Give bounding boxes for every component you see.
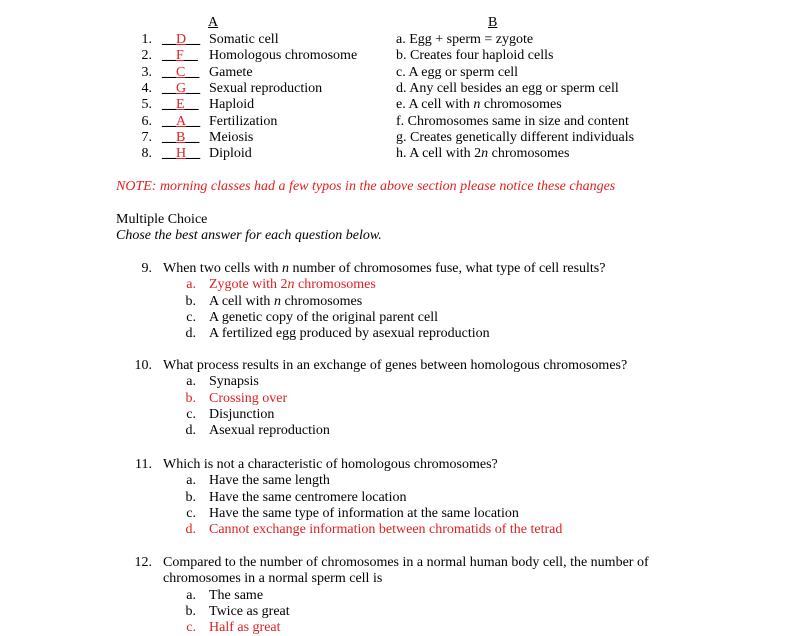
option-text: The same (209, 587, 264, 603)
matching-number: 5. (141, 97, 152, 113)
mc-instructions: Chose the best answer for each question below. (116, 228, 382, 243)
option-letter: b. (185, 390, 196, 406)
matching-answer-blank: __D__ (162, 32, 201, 47)
option-letter: d. (185, 423, 196, 439)
option-letter: a. (186, 473, 196, 489)
option-letter: c. (186, 309, 196, 325)
matching-number: 7. (141, 129, 152, 145)
matching-answer-blank: __G__ (162, 80, 201, 96)
typo-note: NOTE: morning classes had a few typos in the above section please notice these changes (116, 179, 616, 194)
matching-definition: c. A egg or sperm cell (396, 64, 519, 80)
matching-number: 1. (141, 32, 152, 47)
matching-definition: b. Creates four haploid cells (396, 48, 554, 64)
matching-definition: g. Creates genetically different individuals (396, 129, 635, 145)
question-text: What process results in an exchange of genes between homologous chromosomes? (163, 358, 628, 373)
option-letter: a. (186, 374, 196, 390)
option-letter: d. (185, 326, 196, 342)
matching-term: Haploid (209, 97, 255, 113)
matching-number: 3. (141, 64, 152, 80)
option-text: A cell with n chromosomes (209, 293, 363, 309)
option-letter: a. (186, 587, 196, 603)
matching-answer-blank: __B__ (162, 129, 200, 145)
option-text: A fertilized egg produced by asexual reproduction (209, 326, 490, 342)
question-number: 11. (135, 457, 152, 472)
option-text: Synapsis (209, 374, 259, 390)
option-letter: c. (186, 505, 196, 521)
matching-answer-blank: __A__ (162, 113, 201, 129)
matching-answer: E (176, 97, 185, 113)
matching-definition: a. Egg + sperm = zygote (396, 32, 534, 47)
matching-term: Diploid (209, 146, 252, 162)
option-text-correct: Crossing over (209, 390, 288, 406)
matching-answer: B (176, 129, 186, 145)
option-text: A genetic copy of the original parent cell (209, 309, 438, 325)
question-text: Which is not a characteristic of homologous chromosomes? (163, 457, 498, 472)
option-letter: c. (186, 406, 196, 422)
matching-number: 4. (141, 80, 152, 96)
option-letter: b. (185, 293, 196, 309)
option-text-correct: Half as great (209, 620, 281, 636)
option-letter: d. (185, 522, 196, 538)
matching-number: 6. (141, 113, 152, 129)
option-text: Have the same type of information at the same location (209, 505, 519, 521)
question-number: 9. (141, 261, 152, 276)
matching-definition: f. Chromosomes same in size and content (396, 113, 629, 129)
matching-number: 8. (141, 146, 152, 162)
option-text-correct: Zygote with 2n chromosomes (209, 277, 376, 293)
matching-definition: d. Any cell besides an egg or sperm cell (396, 80, 619, 96)
option-letter: c. (186, 620, 196, 636)
matching-answer-blank: __H__ (162, 146, 201, 162)
matching-answer: F (176, 48, 184, 64)
matching-term: Sexual reproduction (209, 80, 323, 96)
question-text: Compared to the number of chromosomes in a normal human body cell, the number of (163, 555, 649, 570)
option-text: Disjunction (209, 406, 275, 422)
matching-answer: G (176, 80, 187, 96)
matching-answer-blank: __E__ (162, 97, 199, 113)
matching-term: Meiosis (209, 129, 254, 145)
matching-answer: A (176, 113, 187, 129)
question-text: When two cells with n number of chromosomes fuse, what type of cell results? (163, 261, 606, 276)
option-text: Asexual reproduction (209, 423, 330, 439)
question-number: 12. (134, 555, 152, 570)
option-text: Have the same length (209, 473, 330, 489)
mc-title: Multiple Choice (116, 212, 208, 227)
matching-term: Homologous chromosome (209, 48, 358, 64)
matching-definition: e. A cell with n chromosomes (396, 97, 562, 113)
matching-term: Fertilization (209, 113, 278, 129)
option-letter: b. (185, 603, 196, 619)
question-number: 10. (134, 358, 152, 373)
matching-answer-blank: __C__ (162, 64, 200, 80)
option-text-correct: Cannot exchange information between chromatids of the tetrad (209, 522, 563, 538)
matching-answer-blank: __F__ (162, 48, 198, 64)
column-b-header: B (488, 15, 498, 30)
option-letter: a. (186, 277, 196, 293)
matching-term: Somatic cell (209, 32, 279, 47)
option-text: Twice as great (209, 603, 290, 619)
matching-answer: H (176, 146, 187, 162)
matching-answer: C (176, 64, 186, 80)
matching-answer: D (176, 32, 187, 47)
question-text-continued: chromosomes in a normal sperm cell is (163, 571, 383, 587)
option-letter: b. (185, 489, 196, 505)
matching-term: Gamete (209, 64, 253, 80)
matching-number: 2. (141, 48, 152, 64)
matching-definition: h. A cell with 2n chromosomes (396, 146, 570, 162)
option-text: Have the same centromere location (209, 489, 407, 505)
column-a-header: A (208, 15, 219, 30)
